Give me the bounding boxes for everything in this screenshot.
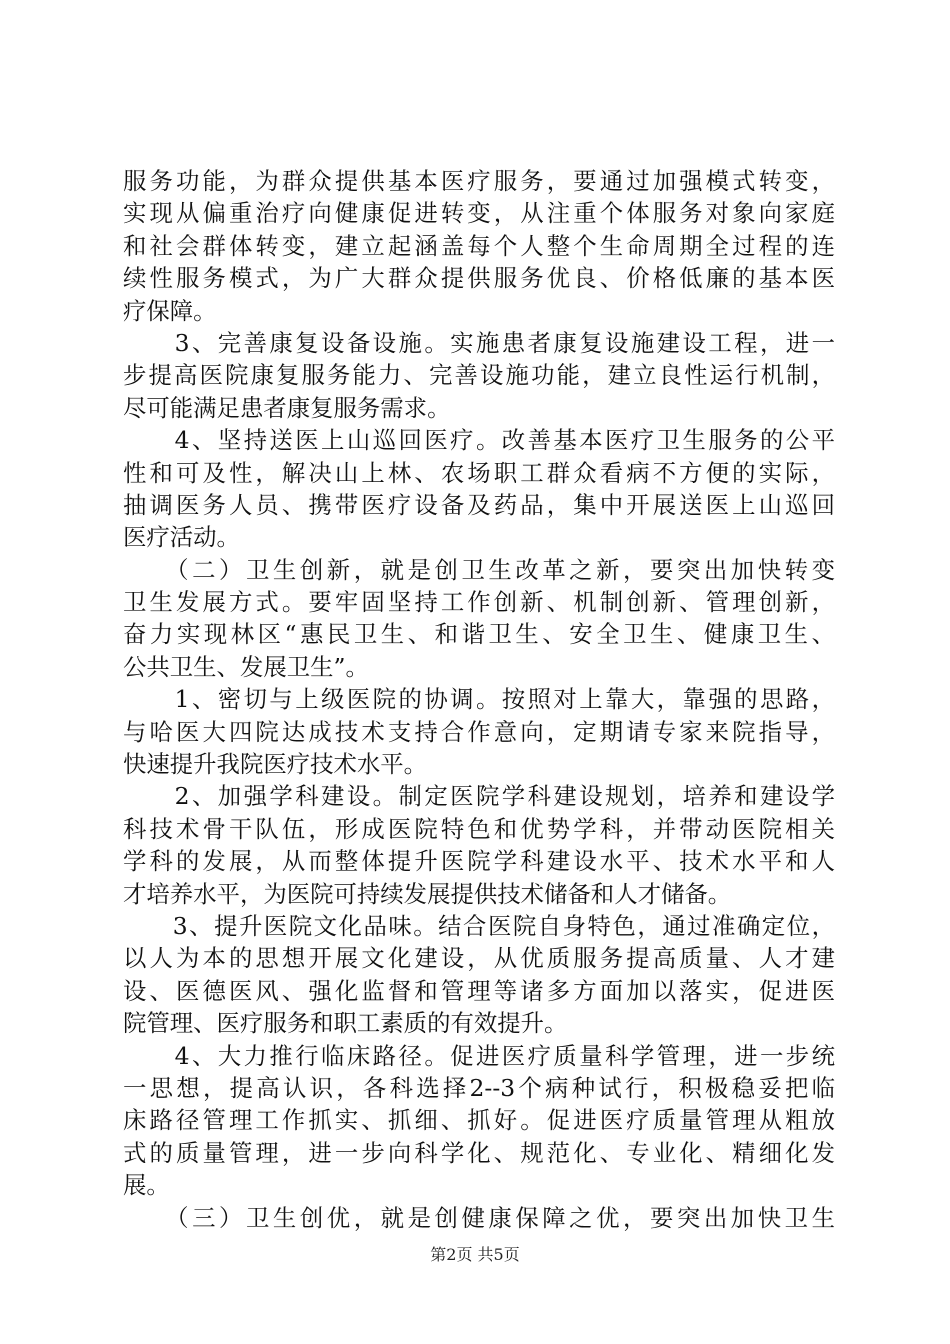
text-line: 4、大力推行临床路径。促进医疗质量科学管理，进一步统	[123, 1041, 835, 1070]
text-line: 疗保障。	[123, 296, 217, 325]
text-line: 与哈医大四院达成技术支持合作意向，定期请专家来院指导，	[123, 717, 835, 746]
text-line: 3、完善康复设备设施。实施患者康复设施建设工程，进一	[123, 328, 835, 357]
text-line: 4、坚持送医上山巡回医疗。改善基本医疗卫生服务的公平	[123, 426, 835, 455]
text-line: 学科的发展，从而整体提升医院学科建设水平、技术水平和人	[123, 847, 835, 876]
page-footer: 第2页 共5页	[430, 1245, 520, 1264]
text-line: 科技术骨干队伍，形成医院特色和优势学科，并带动医院相关	[123, 814, 835, 843]
text-line: 实现从偏重治疗向健康促进转变，从注重个体服务对象向家庭	[123, 199, 835, 228]
text-line: 设、医德医风、强化监督和管理等诸多方面加以落实，促进医	[123, 976, 835, 1005]
text-line: 卫生发展方式。要牢固坚持工作创新、机制创新、管理创新，	[123, 588, 835, 617]
text-line: （二）卫生创新，就是创卫生改革之新，要突出加快转变	[123, 555, 835, 584]
text-line: 步提高医院康复服务能力、完善设施功能，建立良性运行机制，	[123, 361, 835, 390]
text-line: 式的质量管理，进一步向科学化、规范化、专业化、精细化发	[123, 1138, 835, 1167]
text-line: 3、提升医院文化品味。结合医院自身特色，通过准确定位，	[123, 911, 835, 940]
text-line: 抽调医务人员、携带医疗设备及药品，集中开展送医上山巡回	[123, 490, 835, 519]
text-line: 床路径管理工作抓实、抓细、抓好。促进医疗质量管理从粗放	[123, 1106, 835, 1135]
text-line: 展。	[123, 1171, 170, 1200]
text-line: 公共卫生、发展卫生”。	[123, 652, 369, 681]
text-line: 才培养水平，为医院可持续发展提供技术储备和人才储备。	[123, 879, 732, 908]
text-line: 服务功能，为群众提供基本医疗服务，要通过加强模式转变，	[123, 167, 835, 195]
text-line: 医疗活动。	[123, 523, 240, 552]
text-line: 以人为本的思想开展文化建设，从优质服务提高质量、人才建	[123, 944, 835, 973]
text-line: 1、密切与上级医院的协调。按照对上靠大，靠强的思路，	[123, 685, 835, 714]
body-text	[123, 165, 835, 1234]
text-line: （三）卫生创优，就是创健康保障之优，要突出加快卫生	[123, 1203, 835, 1232]
text-line: 快速提升我院医疗技术水平。	[123, 750, 428, 779]
text-line: 性和可及性，解决山上林、农场职工群众看病不方便的实际，	[123, 458, 835, 487]
text-line: 奋力实现林区“惠民卫生、和谐卫生、安全卫生、健康卫生、	[123, 620, 835, 649]
text-line: 续性服务模式，为广大群众提供服务优良、价格低廉的基本医	[123, 264, 835, 293]
text-line: 一思想，提高认识，各科选择2--3个病种试行，积极稳妥把临	[123, 1073, 835, 1102]
text-line: 院管理、医疗服务和职工素质的有效提升。	[123, 1009, 568, 1038]
text-line: 和社会群体转变，建立起涵盖每个人整个生命周期全过程的连	[123, 231, 835, 260]
text-line: 2、加强学科建设。制定医院学科建设规划，培养和建设学	[123, 782, 835, 811]
text-line: 尽可能满足患者康复服务需求。	[123, 393, 451, 422]
